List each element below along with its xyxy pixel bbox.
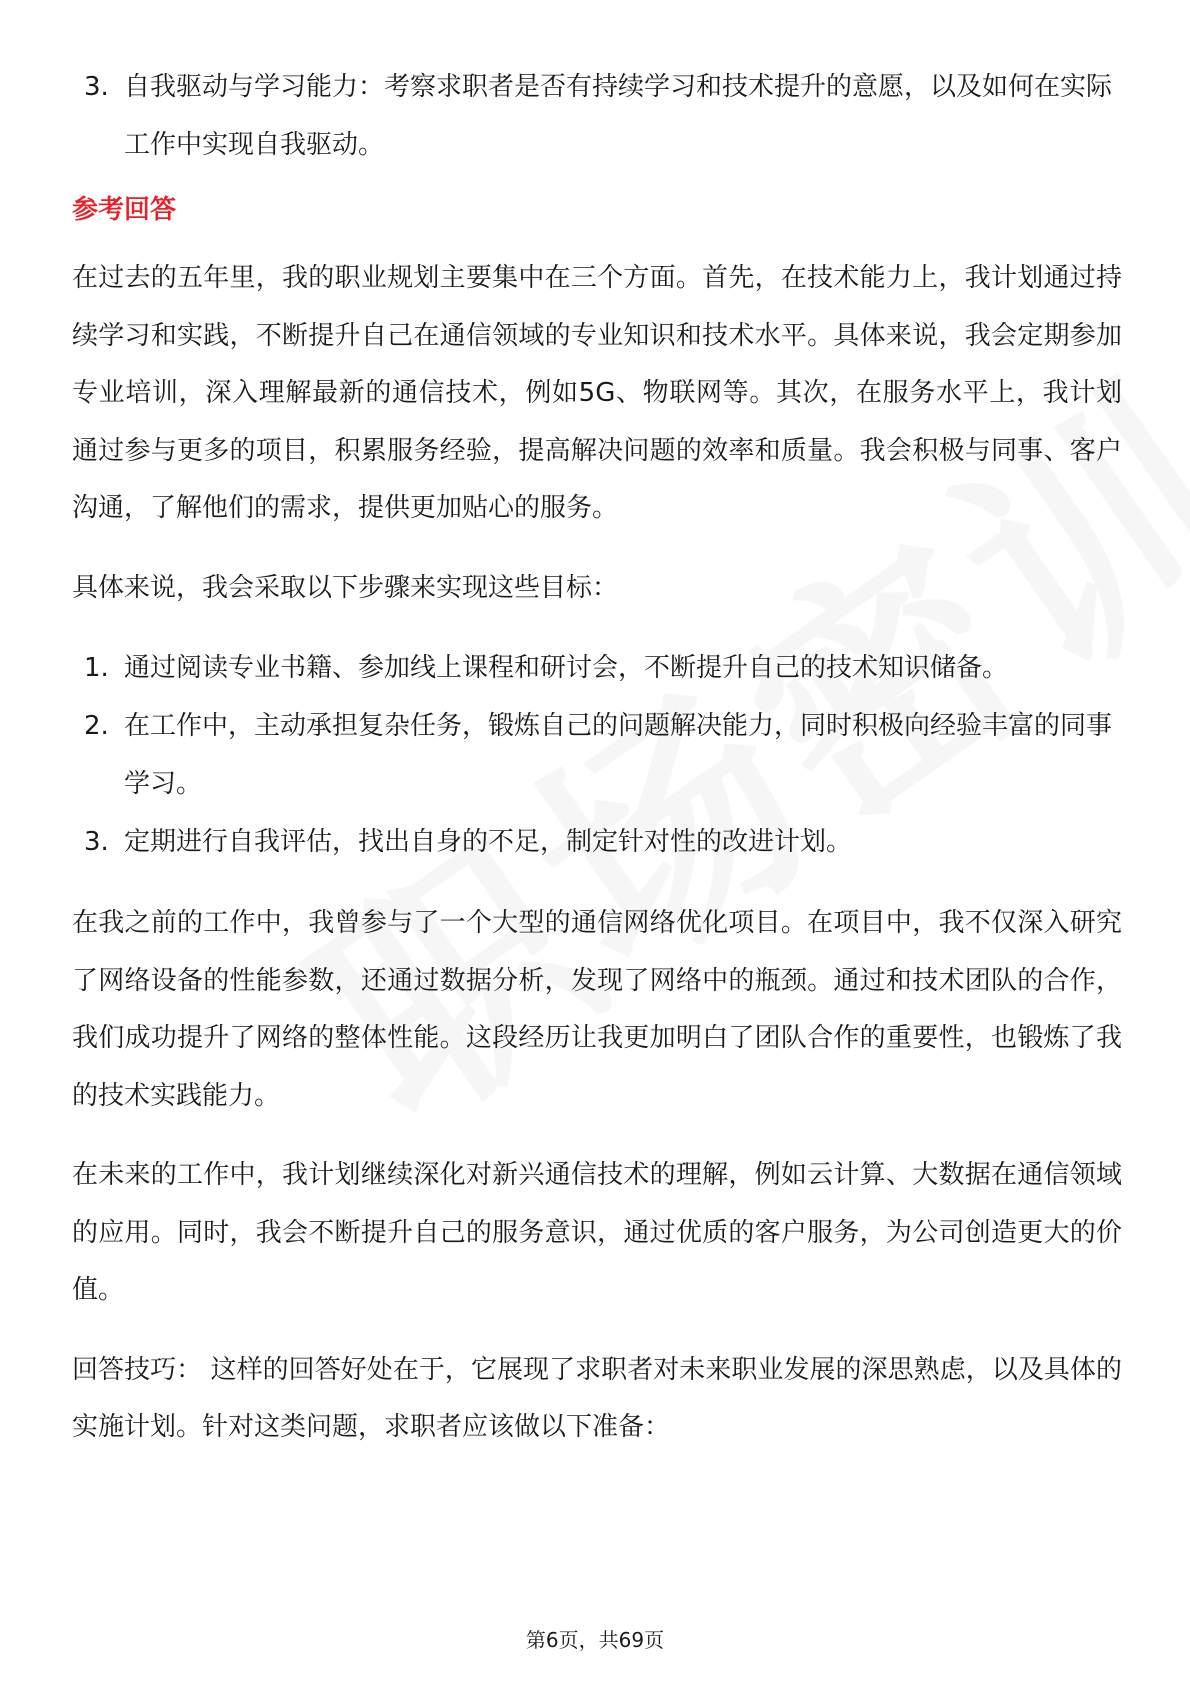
list-item-text: 自我驱动与学习能力：考察求职者是否有持续学习和技术提升的意愿，以及如何在实际工作中实现自我驱动。 [124,72,1113,160]
paragraph-1: 在过去的五年里，我的职业规划主要集中在三个方面。首先，在技术能力上，我计划通过持续学习和实践，不断提升自己在通信领域的专业知识和技术水平。具体来说，我会定期参加专业培训，深入理解最新的通信技术，例如5G、物联网等。其次，在服务水平上，我计划通过参与更多的项目，积累服务经验，提高解决问题的效率和质量。我会积极与同事、客户沟通，了解他们的需求，提供更加贴心的服务。 [72,263,1122,523]
list-item [72,813,1122,871]
paragraph-4: 在未来的工作中，我计划继续深化对新兴通信技术的理解，例如云计算、大数据在通信领域的应用。同时，我会不断提升自己的服务意识，通过优质的客户服务，为公司创造更大的价值。 [72,1160,1122,1305]
paragraph-3: 在我之前的工作中，我曾参与了一个大型的通信网络优化项目。在项目中，我不仅深入研究了网络设备的性能参数，还通过数据分析，发现了网络中的瓶颈。通过和技术团队的合作，我们成功提升了网络的整体性能。这段经历让我更加明白了团队合作的重要性，也锻炼了我的技术实践能力。 [72,908,1122,1111]
paragraph-5: 回答技巧： 这样的回答好处在于，它展现了求职者对未来职业发展的深思熟虑，以及具体的实施计划。针对这类问题，求职者应该做以下准备： [72,1354,1122,1442]
paragraph-2: 具体来说，我会采取以下步骤来实现这些目标： [72,572,619,603]
list-item [72,639,1122,697]
list-item-number: 1. [84,653,109,683]
list-item-text: 定期进行自我评估，找出自身的不足，制定针对性的改进计划。 [124,827,853,857]
list-item-text: 在工作中，主动承担复杂任务，锻炼自己的问题解决能力，同时积极向经验丰富的同事学习。 [124,711,1113,799]
list-item [72,697,1122,813]
list-item [72,58,1122,174]
steps-list [72,639,1122,871]
list-item-number: 3. [84,827,109,857]
page-content [72,58,1122,1479]
list-item-number: 3. [84,72,109,102]
page-number-footer: 第6页，共69页 [525,1628,665,1652]
list-item-text: 通过阅读专业书籍、参加线上课程和研讨会，不断提升自己的技术知识储备。 [124,653,1009,683]
list-item-number: 2. [84,711,109,741]
criteria-list [72,58,1122,174]
section-heading: 参考回答 [72,195,177,225]
